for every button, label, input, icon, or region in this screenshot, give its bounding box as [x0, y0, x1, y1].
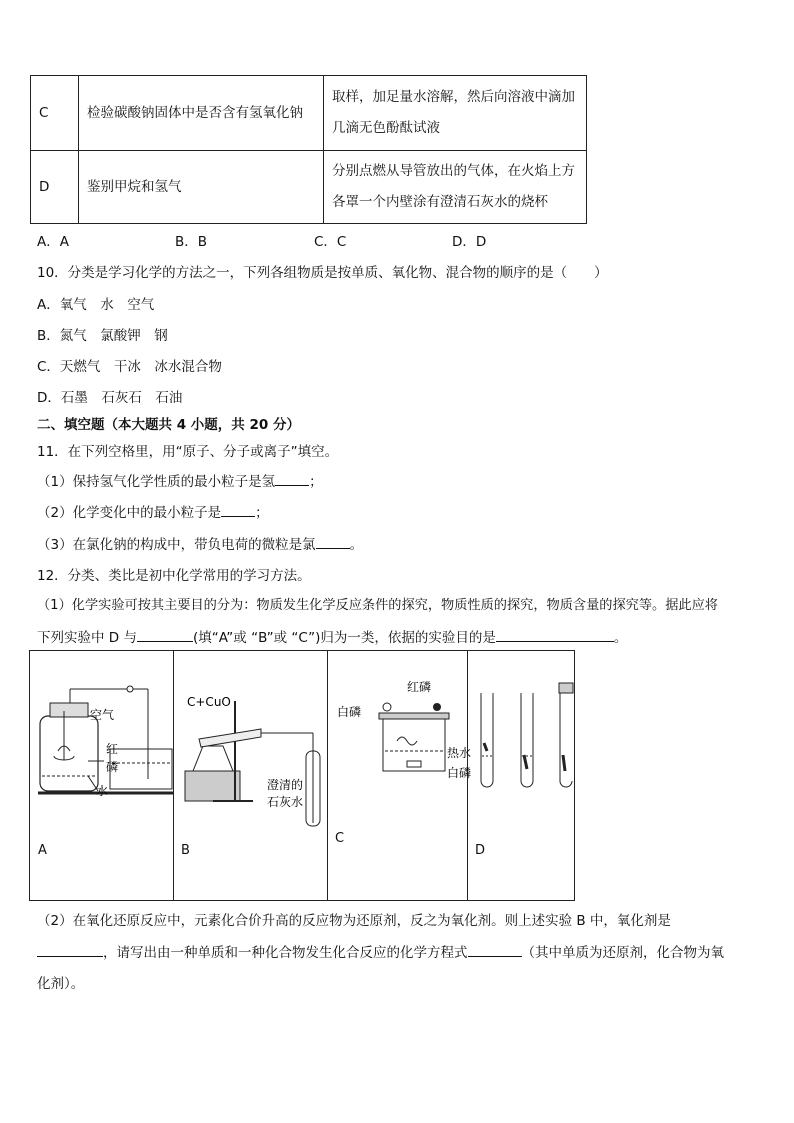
row-purpose: 检验碳酸钠固体中是否含有氢氧化钠: [79, 76, 324, 151]
q9-option-a[interactable]: A．A: [37, 234, 69, 250]
section-heading: 二、填空题（本大题共 4 小题，共 20 分）: [37, 417, 300, 433]
item-text: （1）保持氢气化学性质的最小粒子是氢: [37, 474, 276, 490]
row-purpose: 鉴别甲烷和氢气: [79, 151, 324, 224]
q12-text: 。: [613, 630, 628, 646]
label-phosphorus: 磷: [106, 760, 119, 774]
row-method: [324, 76, 587, 151]
apparatus-b-illustration: [173, 651, 327, 851]
q10-option-c[interactable]: C．天燃气 干冰 冰水混合物: [37, 359, 222, 375]
row-method: [324, 151, 587, 224]
q12-text: ，请写出由一种单质和一种化合物发生化合反应的化学方程式: [103, 945, 468, 961]
item-punct: ；: [255, 505, 269, 521]
label-red: 红: [106, 742, 119, 756]
table-row: [31, 151, 587, 224]
q10-option-b[interactable]: B．氮气 氯酸钾 钢: [37, 328, 168, 344]
q11-item-3: [37, 533, 363, 553]
q9-option-b[interactable]: B．B: [175, 234, 208, 250]
q11-item-2: [37, 501, 269, 521]
q12-part1-line2: [37, 626, 627, 646]
label-limewater-2: 石灰水: [267, 795, 304, 809]
method-line: 几滴无色酚酞试液: [332, 120, 440, 136]
q12-part2-line2: [37, 941, 724, 961]
method-line: 各罩一个内壁涂有澄清石灰水的烧杯: [332, 194, 548, 210]
q9-option-d[interactable]: D．D: [452, 234, 487, 250]
experiment-panel-a: [30, 651, 174, 900]
row-key: C: [31, 76, 79, 151]
answer-blank[interactable]: [496, 627, 614, 642]
q12-text: (填“A”或 “B”或 “C”)归为一类，依据的实验目的是: [192, 630, 496, 646]
q11-item-1: [37, 470, 323, 490]
answer-blank[interactable]: [37, 942, 103, 957]
experiment-panel-d: [467, 651, 573, 900]
panel-label: D: [475, 843, 486, 858]
q10-stem: 10．分类是学习化学的方法之一，下列各组物质是按单质、氧化物、混合物的顺序的是（ ）: [37, 265, 608, 281]
label-water: 水: [96, 784, 109, 798]
label-reagent: C+CuO: [187, 695, 231, 709]
apparatus-a-illustration: [30, 651, 173, 851]
q11-stem: 11．在下列空格里，用“原子、分子或离子”填空。: [37, 444, 339, 460]
options-table: [30, 75, 587, 224]
q12-text: 下列实验中 D 与: [37, 630, 137, 646]
q9-option-c[interactable]: C．C: [314, 234, 347, 250]
apparatus-c-illustration: [327, 651, 472, 831]
answer-blank[interactable]: [275, 471, 309, 486]
q12-part2-line3: 化剂）。: [37, 976, 85, 992]
method-line: 取样，加足量水溶解，然后向溶液中滴加: [332, 89, 575, 105]
apparatus-d-illustration: [467, 651, 573, 811]
q10-option-d[interactable]: D．石墨 石灰石 石油: [37, 390, 183, 406]
panel-label: A: [38, 843, 47, 858]
answer-blank[interactable]: [137, 627, 193, 642]
panel-label: B: [181, 843, 190, 858]
table-row: [31, 76, 587, 151]
label-air: 空气: [90, 708, 115, 722]
method-line: 分别点燃从导管放出的气体，在火焰上方: [332, 163, 575, 179]
item-text: （2）化学变化中的最小粒子是: [37, 505, 222, 521]
q12-part1-line1: （1）化学实验可按其主要目的分为：物质发生化学反应条件的探究，物质性质的探究，物质含量的探究等。据此应将: [37, 598, 718, 613]
answer-blank[interactable]: [221, 502, 255, 517]
q12-part2-line1: （2）在氧化还原反应中，元素化合价升高的反应物为还原剂，反之为氧化剂。则上述实验 B 中，氧化剂是: [37, 913, 671, 929]
label-limewater-1: 澄清的: [267, 778, 304, 792]
item-punct: 。: [349, 537, 364, 553]
panel-label: C: [335, 831, 345, 846]
row-key: D: [31, 151, 79, 224]
label-white-phosphorus-2: 白磷: [447, 766, 472, 780]
q10-option-a[interactable]: A．氧气 水 空气: [37, 297, 155, 313]
item-punct: ；: [309, 474, 323, 490]
q12-stem: 12．分类、类比是初中化学常用的学习方法。: [37, 568, 311, 584]
answer-blank[interactable]: [468, 942, 522, 957]
answer-blank[interactable]: [316, 534, 350, 549]
label-hot-water: 热水: [447, 746, 472, 760]
experiment-figure: [29, 650, 575, 901]
label-red-phosphorus: 红磷: [407, 680, 432, 694]
q12-text: （其中单质为还原剂，化合物为氧: [521, 945, 724, 961]
label-white-phosphorus: 白磷: [337, 705, 362, 719]
item-text: （3）在氯化钠的构成中，带负电荷的微粒是氯: [37, 537, 316, 553]
experiment-panel-c: [327, 651, 472, 900]
experiment-panel-b: [173, 651, 328, 900]
